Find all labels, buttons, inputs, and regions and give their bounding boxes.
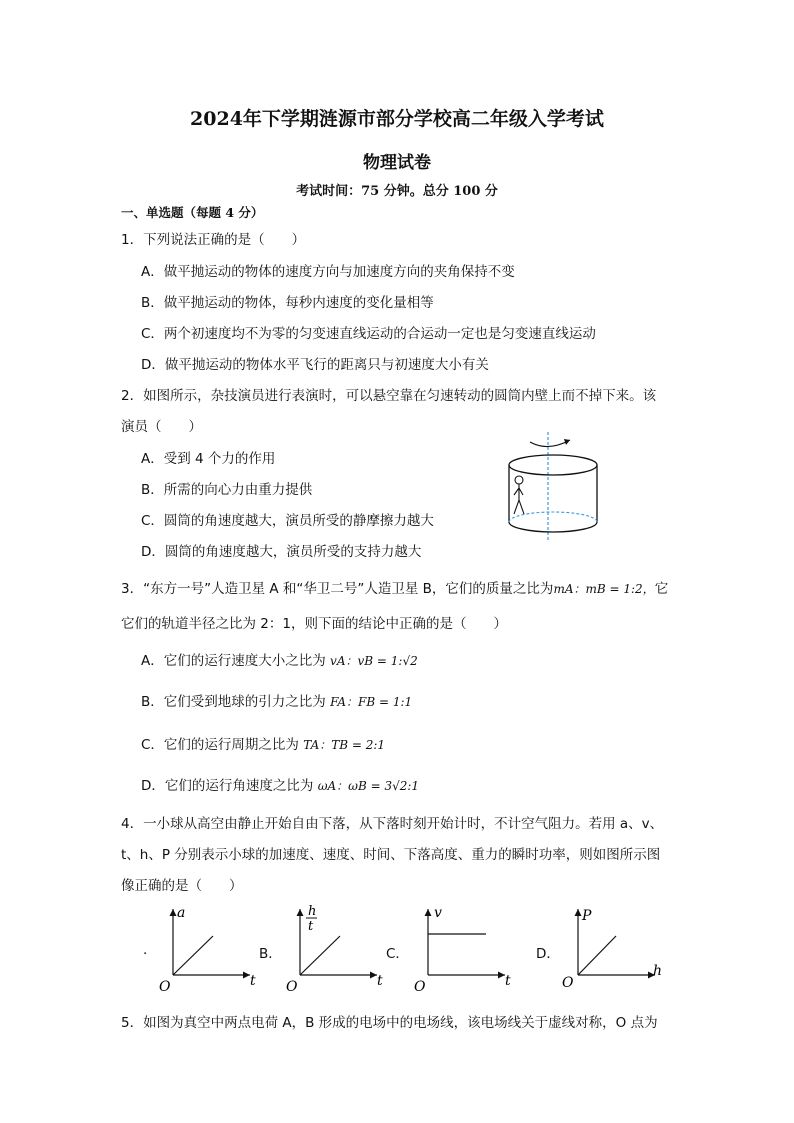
question-4-stem-line-1: 4．一小球从高空由静止开始自由下落，从下落时刻开始计时，不计空气阻力。若用 a、v、 [121, 816, 664, 832]
graph-d-plot-line [578, 936, 616, 975]
exam-subtitle: 物理试卷 [363, 153, 431, 173]
graph-b-origin: O [286, 979, 298, 995]
question-3-option-d-math: ωA：ωB = 3√2:1 [317, 779, 420, 793]
question-5-stem: 5．如图为真空中两点电荷 A，B 形成的电场中的电场线，该电场线关于虚线对称，O 点为 [121, 1015, 658, 1031]
question-3-option-c-math: TA：TB = 2:1 [303, 738, 386, 752]
question-3-option-c [141, 733, 385, 753]
question-3-stem-line-2: 它们的轨道半径之比为 2：1，则下面的结论中正确的是（ ） [121, 616, 507, 632]
question-3-option-c-text: C．它们的运行周期之比为 [141, 737, 299, 753]
question-2-stem-line-2: 演员（ ） [121, 419, 202, 435]
graph-a-x-label: t [250, 973, 256, 989]
graph-d-origin: O [562, 975, 574, 991]
question-2-option-d: D．圆筒的角速度越大，演员所受的支持力越大 [141, 544, 422, 560]
question-3-stem-tail: 它 [654, 581, 669, 597]
question-3-option-a [141, 649, 418, 669]
section-heading: 一、单选题（每题 4 分） [121, 205, 264, 220]
question-1-option-b: B．做平抛运动的物体，每秒内速度的变化量相等 [141, 295, 434, 311]
question-3-mass-ratio: mA：mB = 1:2， [553, 582, 655, 596]
question-4-stem-line-2: t、h、P 分别表示小球的加速度、速度、时间、下落高度、重力的瞬时功率，则如图所示图 [121, 847, 661, 863]
question-4-option-d-label: D． [536, 946, 560, 962]
question-4-option-a-label: . [143, 942, 148, 958]
question-4-option-c-label: C． [386, 946, 409, 962]
question-1-stem: 1．下列说法正确的是（ ） [121, 232, 306, 248]
question-2-option-c: C．圆筒的角速度越大，演员所受的静摩擦力越大 [141, 513, 434, 529]
graph-b-plot-line [300, 936, 340, 975]
graph-b-y-label-num: h [308, 904, 317, 919]
question-2-stem-line-1: 2．如图所示，杂技演员进行表演时，可以悬空靠在匀速转动的圆筒内壁上而不掉下来。该 [121, 388, 657, 404]
question-3-option-d-text: D．它们的运行角速度之比为 [141, 778, 314, 794]
graph-c [410, 903, 520, 998]
question-4-stem-line-3: 像正确的是（ ） [121, 878, 243, 894]
graph-b-y-label-den: t [308, 919, 314, 934]
question-3-option-b-math: FA：FB = 1:1 [330, 695, 413, 709]
graph-a-plot-line [173, 936, 213, 975]
question-3-option-d [141, 774, 419, 794]
question-1-option-a: A．做平抛运动的物体的速度方向与加速度方向的夹角保持不变 [141, 264, 515, 280]
rotating-cylinder-figure [500, 432, 610, 540]
question-2-option-b: B．所需的向心力由重力提供 [141, 482, 313, 498]
graph-a-y-label: a [177, 905, 186, 921]
question-3-stem-text: 3．“东方一号”人造卫星 A 和“华卫二号”人造卫星 B，它们的质量之比为 [121, 581, 554, 597]
graph-d-x-label: h [653, 963, 663, 979]
graph-c-y-label: v [434, 905, 442, 921]
graph-d [560, 903, 670, 998]
graph-b [282, 903, 392, 998]
graph-d-y-label: P [582, 908, 592, 924]
graph-a-origin: O [159, 979, 171, 995]
question-1-option-c: C．两个初速度均不为零的匀变速直线运动的合运动一定也是匀变速直线运动 [141, 326, 596, 342]
question-2-option-a: A．受到 4 个力的作用 [141, 451, 276, 467]
question-3-option-a-text: A．它们的运行速度大小之比为 [141, 653, 326, 669]
question-1-option-d: D．做平抛运动的物体水平飞行的距离只与初速度大小有关 [141, 357, 489, 373]
question-3-stem-line-1 [121, 577, 668, 597]
performer-icon [514, 476, 524, 514]
graph-b-x-label: t [377, 973, 383, 989]
graph-c-x-label: t [505, 973, 511, 989]
question-3-option-b [141, 690, 412, 710]
question-3-option-b-text: B．它们受到地球的引力之比为 [141, 694, 326, 710]
exam-info: 考试时间：75 分钟。总分 100 分 [296, 184, 498, 199]
exam-title: 2024年下学期涟源市部分学校高二年级入学考试 [190, 108, 604, 130]
question-4-option-b-label: B． [259, 946, 282, 962]
graph-a [155, 903, 265, 998]
question-3-option-a-math: vA：vB = 1:√2 [330, 654, 418, 668]
graph-c-origin: O [414, 979, 426, 995]
